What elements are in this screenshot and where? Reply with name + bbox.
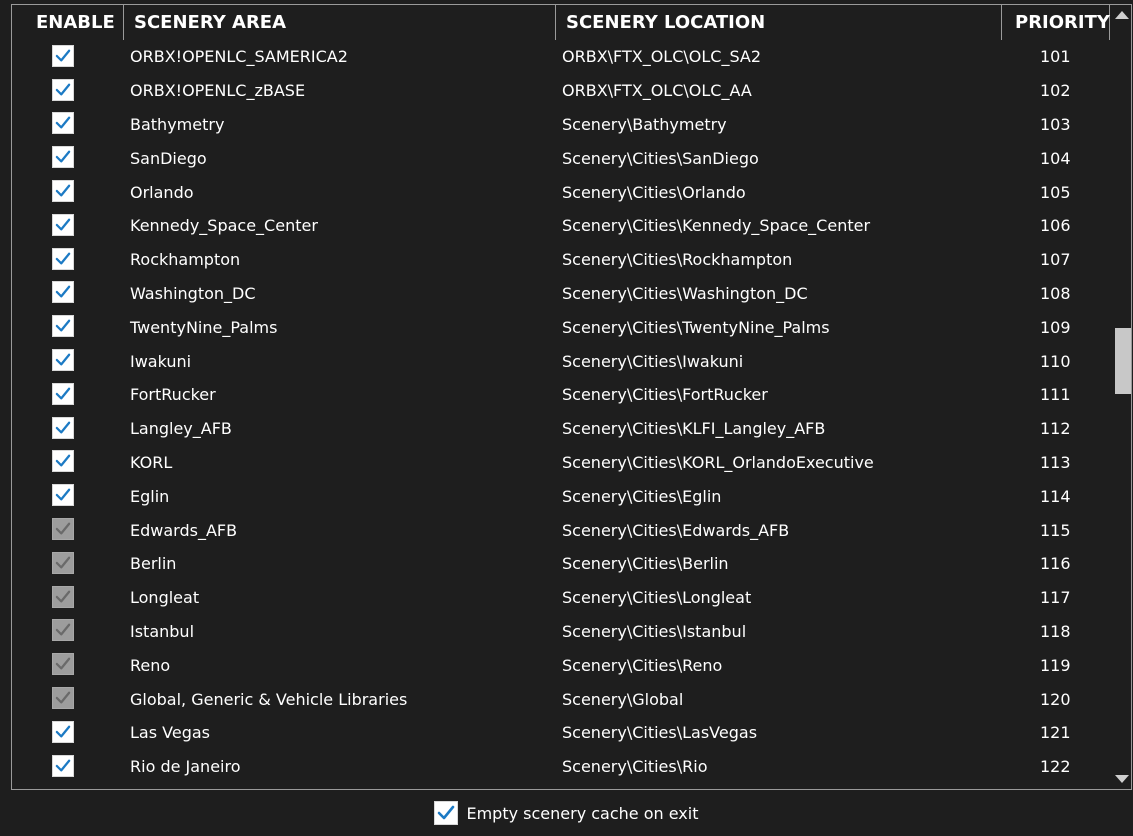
enable-cell bbox=[12, 378, 124, 412]
priority-cell: 122 bbox=[1040, 757, 1071, 777]
enable-cell bbox=[12, 547, 124, 581]
enable-cell bbox=[12, 243, 124, 277]
enable-cell bbox=[12, 750, 124, 784]
enable-checkbox[interactable] bbox=[52, 349, 74, 371]
table-row[interactable] bbox=[12, 648, 1112, 682]
enable-cell bbox=[12, 40, 124, 74]
enable-checkbox[interactable] bbox=[52, 755, 74, 777]
scenery-location-cell: Scenery\Cities\KLFI_Langley_AFB bbox=[562, 419, 826, 439]
enable-checkbox[interactable] bbox=[52, 248, 74, 270]
check-mark-icon bbox=[55, 623, 71, 637]
scenery-location-cell: Scenery\Cities\Longleat bbox=[562, 588, 752, 608]
priority-cell: 117 bbox=[1040, 588, 1071, 608]
table-row[interactable] bbox=[12, 74, 1112, 108]
scenery-location-cell: Scenery\Cities\Edwards_AFB bbox=[562, 520, 790, 540]
column-header-row bbox=[12, 5, 1112, 40]
enable-cell bbox=[12, 108, 124, 142]
scenery-area-cell: Orlando bbox=[130, 182, 194, 202]
check-mark-icon bbox=[55, 488, 71, 502]
column-header-scenery-area[interactable]: SCENERY AREA bbox=[124, 5, 556, 40]
scenery-location-cell: Scenery\Cities\TwentyNine_Palms bbox=[562, 317, 830, 337]
priority-cell: 121 bbox=[1040, 723, 1071, 743]
enable-cell bbox=[12, 615, 124, 649]
priority-cell: 108 bbox=[1040, 283, 1071, 303]
footer-bar bbox=[0, 790, 1133, 836]
table-row[interactable] bbox=[12, 310, 1112, 344]
enable-cell bbox=[12, 446, 124, 480]
enable-checkbox[interactable] bbox=[52, 112, 74, 134]
priority-cell: 106 bbox=[1040, 216, 1071, 236]
enable-cell bbox=[12, 412, 124, 446]
enable-checkbox[interactable] bbox=[52, 79, 74, 101]
enable-checkbox[interactable] bbox=[52, 518, 74, 540]
check-mark-icon bbox=[55, 49, 71, 63]
table-row[interactable] bbox=[12, 682, 1112, 716]
table-row[interactable] bbox=[12, 108, 1112, 142]
enable-checkbox[interactable] bbox=[52, 146, 74, 168]
check-mark-icon bbox=[55, 590, 71, 604]
check-mark-icon bbox=[55, 285, 71, 299]
scenery-area-cell: KORL bbox=[130, 452, 173, 472]
scenery-area-cell: Bathymetry bbox=[130, 114, 225, 134]
scenery-area-cell: Rio de Janeiro bbox=[130, 757, 241, 777]
check-mark-icon bbox=[55, 725, 71, 739]
priority-cell: 103 bbox=[1040, 114, 1071, 134]
column-header-priority[interactable]: PRIORITY bbox=[1002, 5, 1110, 40]
scenery-area-cell: Eglin bbox=[130, 486, 170, 506]
table-row[interactable] bbox=[12, 513, 1112, 547]
priority-cell: 105 bbox=[1040, 182, 1071, 202]
scenery-location-cell: Scenery\Cities\Istanbul bbox=[562, 621, 747, 641]
enable-cell bbox=[12, 682, 124, 716]
priority-cell: 107 bbox=[1040, 250, 1071, 270]
column-header-enable[interactable]: ENABLE bbox=[12, 5, 124, 40]
table-row[interactable] bbox=[12, 716, 1112, 750]
check-mark-icon bbox=[55, 454, 71, 468]
scenery-area-cell: Iwakuni bbox=[130, 351, 192, 371]
scroll-down-arrow-icon[interactable] bbox=[1115, 775, 1129, 783]
scenery-location-cell: Scenery\Cities\Washington_DC bbox=[562, 283, 808, 303]
enable-checkbox[interactable] bbox=[52, 552, 74, 574]
scenery-area-cell: ORBX!OPENLC_SAMERICA2 bbox=[130, 47, 348, 67]
scenery-location-cell: Scenery\Cities\SanDiego bbox=[562, 148, 759, 168]
scroll-up-arrow-icon[interactable] bbox=[1115, 11, 1129, 19]
priority-cell: 113 bbox=[1040, 452, 1071, 472]
priority-cell: 112 bbox=[1040, 419, 1071, 439]
enable-checkbox[interactable] bbox=[52, 281, 74, 303]
scenery-location-cell: ORBX\FTX_OLC\OLC_AA bbox=[562, 81, 752, 101]
check-mark-icon bbox=[437, 805, 455, 821]
scenery-location-cell: Scenery\Cities\Iwakuni bbox=[562, 351, 744, 371]
enable-checkbox[interactable] bbox=[52, 653, 74, 675]
table-row[interactable] bbox=[12, 175, 1112, 209]
scenery-area-cell: Reno bbox=[130, 655, 171, 675]
check-mark-icon bbox=[55, 252, 71, 266]
enable-checkbox[interactable] bbox=[52, 180, 74, 202]
scenery-location-cell: Scenery\Cities\FortRucker bbox=[562, 385, 768, 405]
check-mark-icon bbox=[55, 319, 71, 333]
enable-cell bbox=[12, 141, 124, 175]
enable-checkbox[interactable] bbox=[52, 586, 74, 608]
scenery-area-cell: Global, Generic & Vehicle Libraries bbox=[130, 689, 408, 709]
enable-cell bbox=[12, 209, 124, 243]
scenery-location-cell: Scenery\Bathymetry bbox=[562, 114, 727, 134]
scenery-location-cell: Scenery\Cities\Eglin bbox=[562, 486, 722, 506]
table-row[interactable] bbox=[12, 581, 1112, 615]
priority-cell: 119 bbox=[1040, 655, 1071, 675]
enable-cell bbox=[12, 74, 124, 108]
enable-cell bbox=[12, 479, 124, 513]
table-row[interactable] bbox=[12, 479, 1112, 513]
enable-checkbox[interactable] bbox=[52, 214, 74, 236]
table-row[interactable] bbox=[12, 446, 1112, 480]
priority-cell: 110 bbox=[1040, 351, 1071, 371]
enable-checkbox[interactable] bbox=[52, 687, 74, 709]
check-mark-icon bbox=[55, 759, 71, 773]
enable-cell bbox=[12, 310, 124, 344]
vertical-scrollbar[interactable] bbox=[1112, 5, 1131, 789]
table-row[interactable] bbox=[12, 378, 1112, 412]
enable-checkbox[interactable] bbox=[52, 315, 74, 337]
enable-cell bbox=[12, 175, 124, 209]
table-row[interactable] bbox=[12, 615, 1112, 649]
scenery-area-cell: Rockhampton bbox=[130, 250, 241, 270]
priority-cell: 120 bbox=[1040, 689, 1071, 709]
enable-checkbox[interactable] bbox=[52, 417, 74, 439]
scenery-area-cell: Las Vegas bbox=[130, 723, 210, 743]
table-row[interactable] bbox=[12, 750, 1112, 784]
scenery-list bbox=[11, 4, 1132, 790]
check-mark-icon bbox=[55, 556, 71, 570]
scenery-area-cell: TwentyNine_Palms bbox=[130, 317, 278, 337]
priority-cell: 104 bbox=[1040, 148, 1071, 168]
enable-checkbox[interactable] bbox=[52, 45, 74, 67]
table-row[interactable] bbox=[12, 141, 1112, 175]
enable-cell bbox=[12, 716, 124, 750]
table-row[interactable] bbox=[12, 412, 1112, 446]
scenery-area-cell: ORBX!OPENLC_zBASE bbox=[130, 81, 306, 101]
priority-cell: 102 bbox=[1040, 81, 1071, 101]
enable-checkbox[interactable] bbox=[52, 484, 74, 506]
enable-cell bbox=[12, 277, 124, 311]
scenery-area-cell: FortRucker bbox=[130, 385, 216, 405]
priority-cell: 101 bbox=[1040, 47, 1071, 67]
scenery-location-cell: Scenery\Cities\Kennedy_Space_Center bbox=[562, 216, 871, 236]
table-row[interactable] bbox=[12, 344, 1112, 378]
check-mark-icon bbox=[55, 83, 71, 97]
check-mark-icon bbox=[55, 116, 71, 130]
enable-cell bbox=[12, 581, 124, 615]
check-mark-icon bbox=[55, 421, 71, 435]
enable-checkbox[interactable] bbox=[52, 619, 74, 641]
empty-cache-checkbox[interactable] bbox=[434, 801, 458, 825]
scenery-location-cell: Scenery\Cities\KORL_OrlandoExecutive bbox=[562, 452, 874, 472]
scenery-area-cell: Kennedy_Space_Center bbox=[130, 216, 318, 236]
scenery-area-cell: Istanbul bbox=[130, 621, 195, 641]
table-row[interactable] bbox=[12, 209, 1112, 243]
priority-cell: 115 bbox=[1040, 520, 1071, 540]
priority-cell: 114 bbox=[1040, 486, 1071, 506]
priority-cell: 116 bbox=[1040, 554, 1071, 574]
enable-checkbox[interactable] bbox=[52, 383, 74, 405]
enable-checkbox[interactable] bbox=[52, 721, 74, 743]
scenery-location-cell: Scenery\Cities\Berlin bbox=[562, 554, 729, 574]
scenery-location-cell: Scenery\Cities\Rockhampton bbox=[562, 250, 793, 270]
table-row[interactable] bbox=[12, 243, 1112, 277]
scenery-area-cell: SanDiego bbox=[130, 148, 207, 168]
empty-cache-label: Empty scenery cache on exit bbox=[466, 803, 699, 823]
enable-cell bbox=[12, 513, 124, 547]
scenery-area-cell: Longleat bbox=[130, 588, 200, 608]
check-mark-icon bbox=[55, 150, 71, 164]
check-mark-icon bbox=[55, 657, 71, 671]
priority-cell: 118 bbox=[1040, 621, 1071, 641]
scenery-location-cell: Scenery\Global bbox=[562, 689, 684, 709]
scenery-location-cell: Scenery\Cities\Rio bbox=[562, 757, 708, 777]
check-mark-icon bbox=[55, 691, 71, 705]
scenery-location-cell: Scenery\Cities\Orlando bbox=[562, 182, 746, 202]
scenery-rows bbox=[12, 40, 1112, 784]
scenery-location-cell: Scenery\Cities\LasVegas bbox=[562, 723, 758, 743]
check-mark-icon bbox=[55, 218, 71, 232]
enable-checkbox[interactable] bbox=[52, 450, 74, 472]
scenery-location-cell: Scenery\Cities\Reno bbox=[562, 655, 723, 675]
scenery-area-cell: Berlin bbox=[130, 554, 177, 574]
table-row[interactable] bbox=[12, 277, 1112, 311]
scenery-area-cell: Edwards_AFB bbox=[130, 520, 238, 540]
enable-cell bbox=[12, 344, 124, 378]
check-mark-icon bbox=[55, 522, 71, 536]
enable-cell bbox=[12, 648, 124, 682]
scroll-thumb[interactable] bbox=[1115, 328, 1131, 394]
priority-cell: 111 bbox=[1040, 385, 1071, 405]
check-mark-icon bbox=[55, 353, 71, 367]
column-header-scenery-location[interactable]: SCENERY LOCATION bbox=[556, 5, 1002, 40]
scenery-area-cell: Washington_DC bbox=[130, 283, 256, 303]
check-mark-icon bbox=[55, 387, 71, 401]
table-row[interactable] bbox=[12, 547, 1112, 581]
scenery-area-cell: Langley_AFB bbox=[130, 419, 232, 439]
check-mark-icon bbox=[55, 184, 71, 198]
scenery-location-cell: ORBX\FTX_OLC\OLC_SA2 bbox=[562, 47, 762, 67]
priority-cell: 109 bbox=[1040, 317, 1071, 337]
table-row[interactable] bbox=[12, 40, 1112, 74]
